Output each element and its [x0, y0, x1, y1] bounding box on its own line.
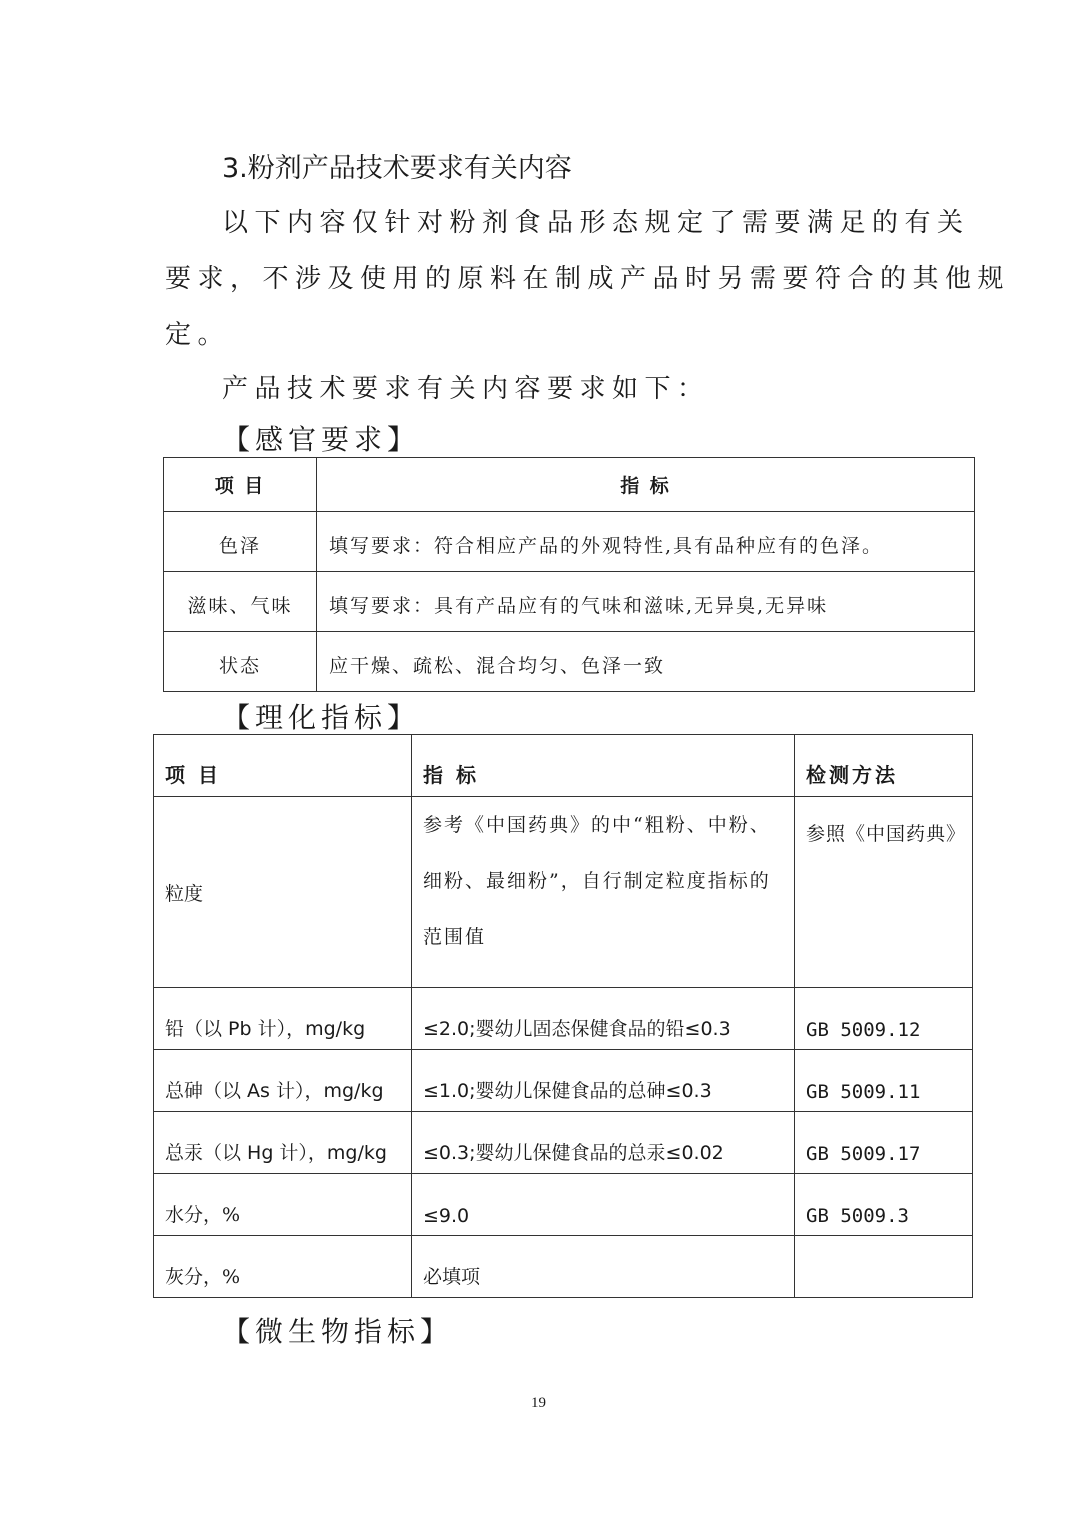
header-indicator: 指 标 — [412, 735, 795, 797]
table-header-row — [154, 735, 973, 797]
cell-item: 总砷（以 As 计），mg/kg — [154, 1050, 412, 1112]
cell-method: GB 5009.17 — [795, 1112, 973, 1174]
cell-value-line: 范围值 — [423, 926, 487, 948]
cell-item: 粒度 — [154, 797, 412, 988]
cell-method — [795, 1236, 973, 1298]
cell-value: ≤9.0 — [412, 1174, 795, 1236]
paragraph-line: 定。 — [165, 320, 231, 350]
microbial-indicators-title: 【微生物指标】 — [222, 1315, 454, 1348]
cell-value: 必填项 — [412, 1236, 795, 1298]
cell-value: 填写要求：具有产品应有的气味和滋味,无异臭,无异味 — [317, 572, 975, 632]
sensory-requirements-title: 【感官要求】 — [222, 423, 421, 456]
cell-method: 参照《中国药典》 — [795, 797, 973, 988]
cell-item: 总汞（以 Hg 计），mg/kg — [154, 1112, 412, 1174]
header-item: 项 目 — [154, 735, 412, 797]
cell-item: 色泽 — [164, 512, 317, 572]
paragraph-line: 以下内容仅针对粉剂食品形态规定了需要满足的有关 — [222, 208, 970, 238]
table-header-row — [164, 458, 975, 512]
paragraph-line: 要求，不涉及使用的原料在制成产品时另需要符合的其他规 — [165, 264, 1011, 294]
cell-value-line: 参考《中国药典》的中“粗粉、中粉、 — [423, 814, 771, 836]
table-row — [154, 1236, 973, 1298]
cell-value: ≤1.0;婴幼儿保健食品的总砷≤0.3 — [412, 1050, 795, 1112]
cell-item: 水分，% — [154, 1174, 412, 1236]
cell-item: 滋味、气味 — [164, 572, 317, 632]
sensory-requirements-table — [163, 457, 975, 692]
physchem-indicators-title: 【理化指标】 — [222, 701, 421, 734]
cell-item: 灰分，% — [154, 1236, 412, 1298]
cell-method: GB 5009.12 — [795, 988, 973, 1050]
cell-item: 铅（以 Pb 计），mg/kg — [154, 988, 412, 1050]
physchem-indicators-table — [153, 734, 973, 1298]
table-row — [164, 632, 975, 692]
section-heading: 3.粉剂产品技术要求有关内容 — [222, 153, 572, 184]
cell-method: GB 5009.3 — [795, 1174, 973, 1236]
table-row — [164, 512, 975, 572]
table-row — [154, 1050, 973, 1112]
header-indicator: 指 标 — [317, 458, 975, 512]
table-row — [154, 1174, 973, 1236]
table-row — [154, 988, 973, 1050]
table-row — [154, 797, 973, 988]
header-test-method: 检测方法 — [795, 735, 973, 797]
cell-value: 应干燥、疏松、混合均匀、色泽一致 — [317, 632, 975, 692]
cell-method: GB 5009.11 — [795, 1050, 973, 1112]
table-row — [164, 572, 975, 632]
cell-value: ≤0.3;婴幼儿保健食品的总汞≤0.02 — [412, 1112, 795, 1174]
page-number: 19 — [531, 1395, 546, 1411]
cell-value — [412, 797, 795, 988]
header-item: 项 目 — [164, 458, 317, 512]
cell-value: 填写要求：符合相应产品的外观特性,具有品种应有的色泽。 — [317, 512, 975, 572]
paragraph-line: 产品技术要求有关内容要求如下： — [222, 374, 710, 404]
cell-value: ≤2.0;婴幼儿固态保健食品的铅≤0.3 — [412, 988, 795, 1050]
cell-item: 状态 — [164, 632, 317, 692]
cell-value-line: 细粉、最细粉”，自行制定粒度指标的 — [423, 870, 771, 892]
table-row — [154, 1112, 973, 1174]
